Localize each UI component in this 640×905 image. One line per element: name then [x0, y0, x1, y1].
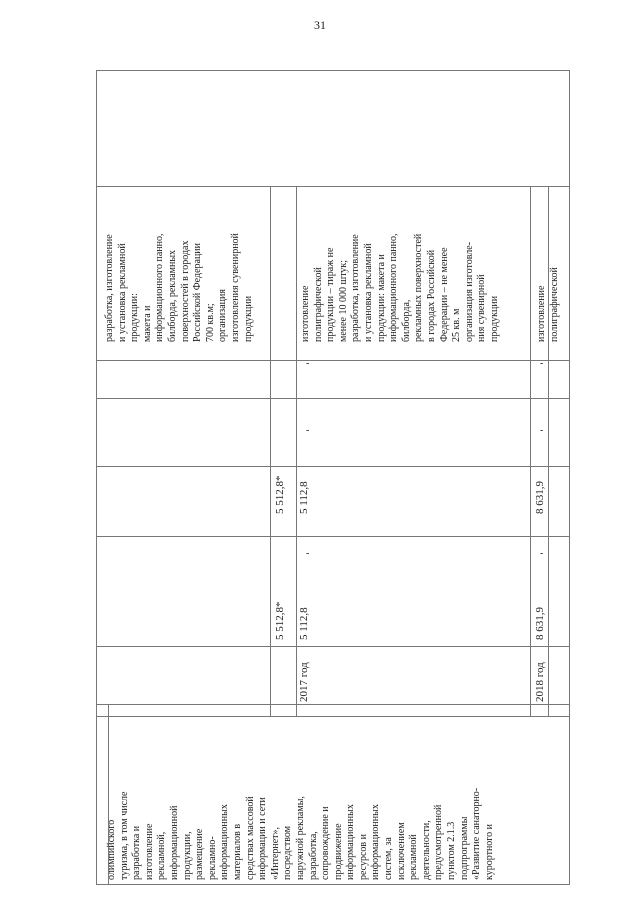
dash: - — [540, 358, 544, 369]
table-rule-6 — [96, 646, 569, 647]
activity-line: курортного и — [483, 823, 495, 880]
table-rule-4 — [96, 466, 569, 467]
year-2017: 2017 год — [298, 662, 310, 702]
total-2017: 5 112,8 — [298, 607, 310, 640]
activity-line: посредством — [282, 825, 294, 880]
budget-2017: 5 112,8 — [298, 481, 310, 514]
dash: - — [306, 548, 310, 559]
total-2017-star: 5 512,8* — [274, 601, 286, 640]
activity-line: информационных — [219, 804, 231, 880]
activity-line: информационных — [370, 804, 382, 880]
activity-line: рекламно- — [206, 836, 218, 880]
activity-line: деятельности, — [420, 820, 432, 880]
activity-line: информационной — [168, 805, 180, 880]
activity-line: ресурсов и — [357, 833, 369, 880]
table-rule-2 — [96, 360, 569, 361]
activity-line: «Развитие санаторно- — [471, 787, 483, 880]
activity-line: пунктом 2.1.3 — [446, 821, 458, 880]
activity-line: «Интернет», — [269, 826, 281, 880]
budget-2017-star: 5 512,8* — [274, 475, 286, 514]
activity-line: информации и сети — [257, 797, 269, 880]
table-border-right — [569, 70, 570, 885]
table-rule-3 — [96, 398, 569, 399]
page-number: 31 — [314, 18, 326, 32]
activity-line: информационных — [345, 804, 357, 880]
table-col-rule-4 — [530, 186, 531, 716]
activity-line: наружной рекламы, — [294, 796, 306, 880]
dash: - — [540, 425, 544, 436]
dash: - — [306, 425, 310, 436]
table-border-left — [96, 70, 97, 885]
activity-line: рекламной — [408, 834, 420, 880]
activity-line: предусмотренной — [433, 804, 445, 880]
activity-line: продвижение — [332, 823, 344, 880]
result-block-2017-second: изготовление полиграфической продукции – тираж не менее 10 000 штук; разработка, изготовление и установка рекламной продукции: макета и информационного панно, билборда, рекламных поверхностей в городах Российской Федерации – не менее 25 кв. м организация изготовле- ния сувенирной продукции — [300, 233, 500, 342]
table-col-rule-3 — [296, 186, 297, 716]
activity-line: разработка, — [307, 831, 319, 880]
table-col-rule-5 — [548, 186, 549, 716]
activity-description — [106, 788, 496, 880]
activity-line: разработка и — [131, 825, 143, 880]
activity-line: туризма, в том числе — [118, 791, 130, 880]
result-block-2017-first: разработка, изготовление и установка рекламной продукции: макета и информационного панно, билборда, рекламных поверхностей в городах Российской Федерации 700 кв.м; организация изготовления сувенирной продукции — [104, 233, 254, 342]
dash: - — [306, 358, 310, 369]
activity-line: систем, за — [383, 837, 395, 880]
activity-line: рекламной, — [156, 831, 168, 880]
table-rule-8 — [96, 716, 569, 717]
table-border-bottom — [96, 884, 569, 885]
activity-line: средствах массовой — [244, 796, 256, 880]
table-col-rule-2 — [270, 186, 271, 716]
dash: - — [540, 548, 544, 559]
activity-line: материалов в — [231, 823, 243, 880]
activity-line: исключением — [395, 822, 407, 880]
budget-2018: 8 631,9 — [534, 481, 546, 514]
total-2018: 8 631,9 — [534, 607, 546, 640]
table-rule-5 — [96, 536, 569, 537]
result-block-2018: изготовление полиграфической — [536, 267, 560, 342]
activity-line: размещение — [194, 828, 206, 880]
table-border-top — [96, 70, 569, 71]
table-rule-1 — [96, 186, 569, 187]
activity-line: сопровождение и — [320, 806, 332, 880]
activity-line: изготовление — [143, 823, 155, 880]
activity-line: олимпийского — [106, 819, 117, 880]
activity-line: продукции, — [181, 831, 193, 880]
activity-line: подпрограммы — [458, 816, 470, 880]
year-2018: 2018 год — [534, 662, 546, 702]
table-rule-7 — [96, 704, 569, 705]
